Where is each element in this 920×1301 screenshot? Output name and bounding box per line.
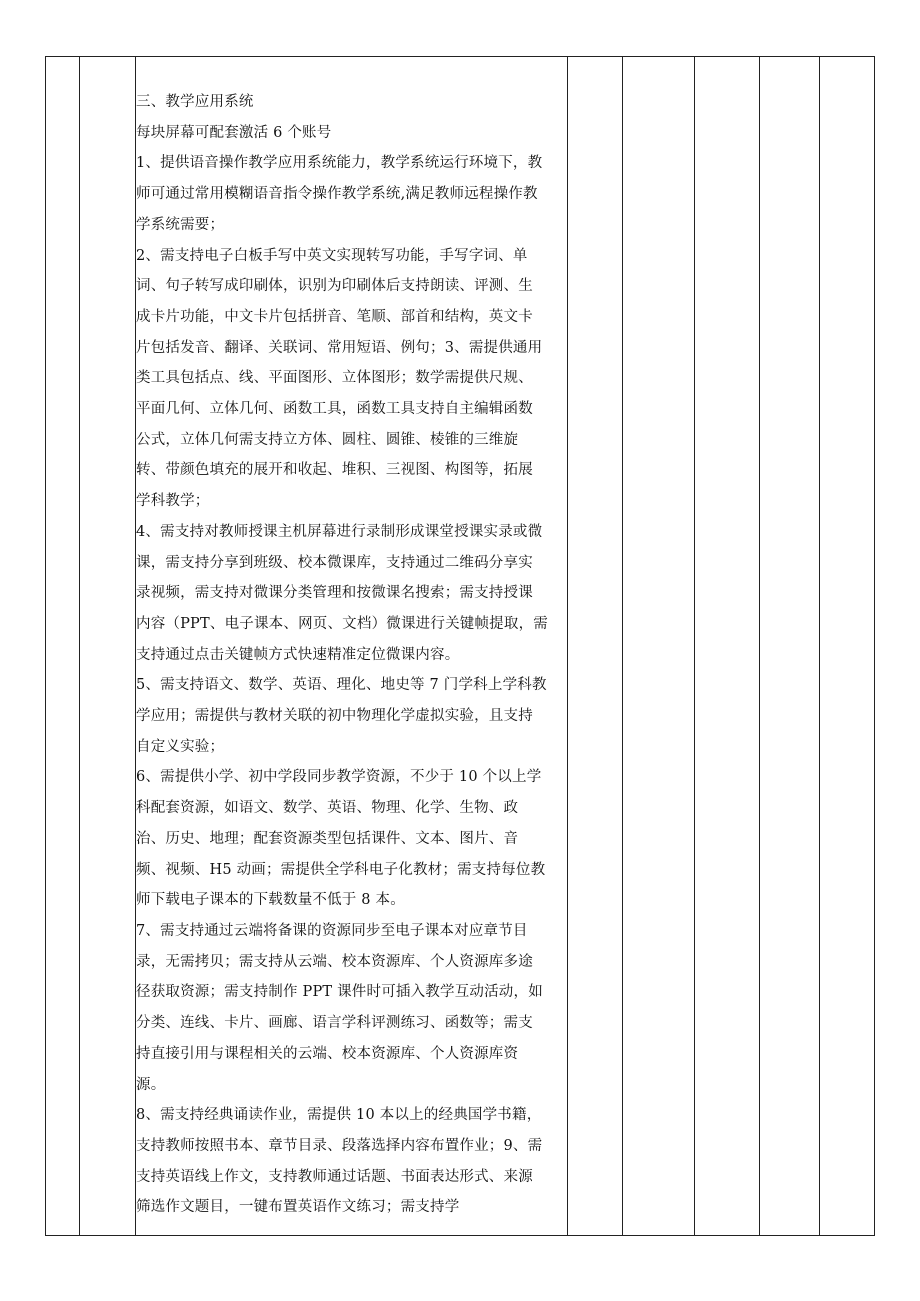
text-line: 2、需支持电子白板手写中英文实现转写功能，手写字词、单 [136,247,528,264]
column-divider [79,57,80,1235]
text-line: 师可通过常用模糊语音指令操作教学系统,满足教师远程操作教 [136,186,538,203]
text-line: 录视频，需支持对微课分类管理和按微课名搜索；需支持授课 [136,585,533,602]
text-line: 径获取资源；需支持制作 PPT 课件时可插入教学互动活动，如 [136,984,543,1001]
text-line: 公式，立体几何需支持立方体、圆柱、圆锥、棱锥的三维旋 [136,431,519,448]
text-line: 师下载电子课本的下载数量不低于 8 本。 [136,892,405,909]
text-line: 支持教师按照书本、章节目录、段落选择内容布置作业；9、需 [136,1137,543,1154]
section-heading: 三、教学应用系统 [136,94,254,110]
text-line: 治、历史、地理；配套资源类型包括课件、文本、图片、音 [136,830,519,847]
text-line: 科配套资源，如语文、数学、英语、物理、化学、生物、政 [136,800,519,817]
text-line: 转、带颜色填充的展开和收起、堆积、三视图、构图等，拓展 [136,462,533,479]
text-line: 每块屏幕可配套激活 6 个账号 [136,124,332,141]
text-line: 分类、连线、卡片、画廊、语言学科评测练习、函数等；需支 [136,1015,533,1032]
text-line: 课，需支持分享到班级、校本微课库，支持通过二维码分享实 [136,554,533,571]
text-line: 学系统需要； [136,216,225,233]
text-line: 学应用；需提供与教材关联的初中物理化学虚拟实验，且支持 [136,708,533,725]
column-divider [819,57,820,1235]
text-line: 词、句子转写成印刷体，识别为印刷体后支持朗读、评测、生 [136,278,533,295]
text-line: 成卡片功能，中文卡片包括拼音、笔顺、部首和结构，英文卡 [136,308,533,325]
spec-cell-text [136,87,564,1223]
text-line: 频、视频、H5 动画；需提供全学科电子化教材；需支持每位教 [136,861,546,878]
column-divider [694,57,695,1235]
text-line: 源。 [136,1076,166,1093]
text-line: 录，无需拷贝；需支持从云端、校本资源库、个人资源库多途 [136,953,533,970]
text-line: 1、提供语音操作教学应用系统能力，教学系统运行环境下，教 [136,155,543,172]
text-line: 片包括发音、翻译、关联词、常用短语、例句；3、需提供通用 [136,339,543,356]
text-line: 平面几何、立体几何、函数工具，函数工具支持自主编辑函数 [136,401,533,418]
text-line: 自定义实验； [136,738,225,755]
spec-lines [136,118,564,1223]
text-line: 类工具包括点、线、平面图形、立体图形；数学需提供尺规、 [136,370,533,387]
text-line: 4、需支持对教师授课主机屏幕进行录制形成课堂授课实录或微 [136,523,543,540]
text-line: 持直接引用与课程相关的云端、校本资源库、个人资源库资 [136,1045,519,1062]
text-line: 8、需支持经典诵读作业，需提供 10 本以上的经典国学书籍， [136,1107,542,1124]
text-line: 7、需支持通过云端将备课的资源同步至电子课本对应章节目 [136,922,528,939]
column-divider [759,57,760,1235]
text-line: 5、需支持语文、数学、英语、理化、地史等 7 门学科上学科教 [136,677,547,694]
column-divider [567,57,568,1235]
text-line: 6、需提供小学、初中学段同步教学资源，不少于 10 个以上学 [136,769,542,786]
column-divider [622,57,623,1235]
text-line: 支持英语线上作文，支持教师通过话题、书面表达形式、来源 [136,1168,533,1185]
text-line: 学科教学； [136,493,210,510]
text-line: 支持通过点击关键帧方式快速精准定位微课内容。 [136,646,460,663]
text-line: 内容（PPT、电子课本、网页、文档）微课进行关键帧提取，需 [136,615,548,632]
text-line: 筛选作文题目，一键布置英语作文练习；需支持学 [136,1199,460,1216]
